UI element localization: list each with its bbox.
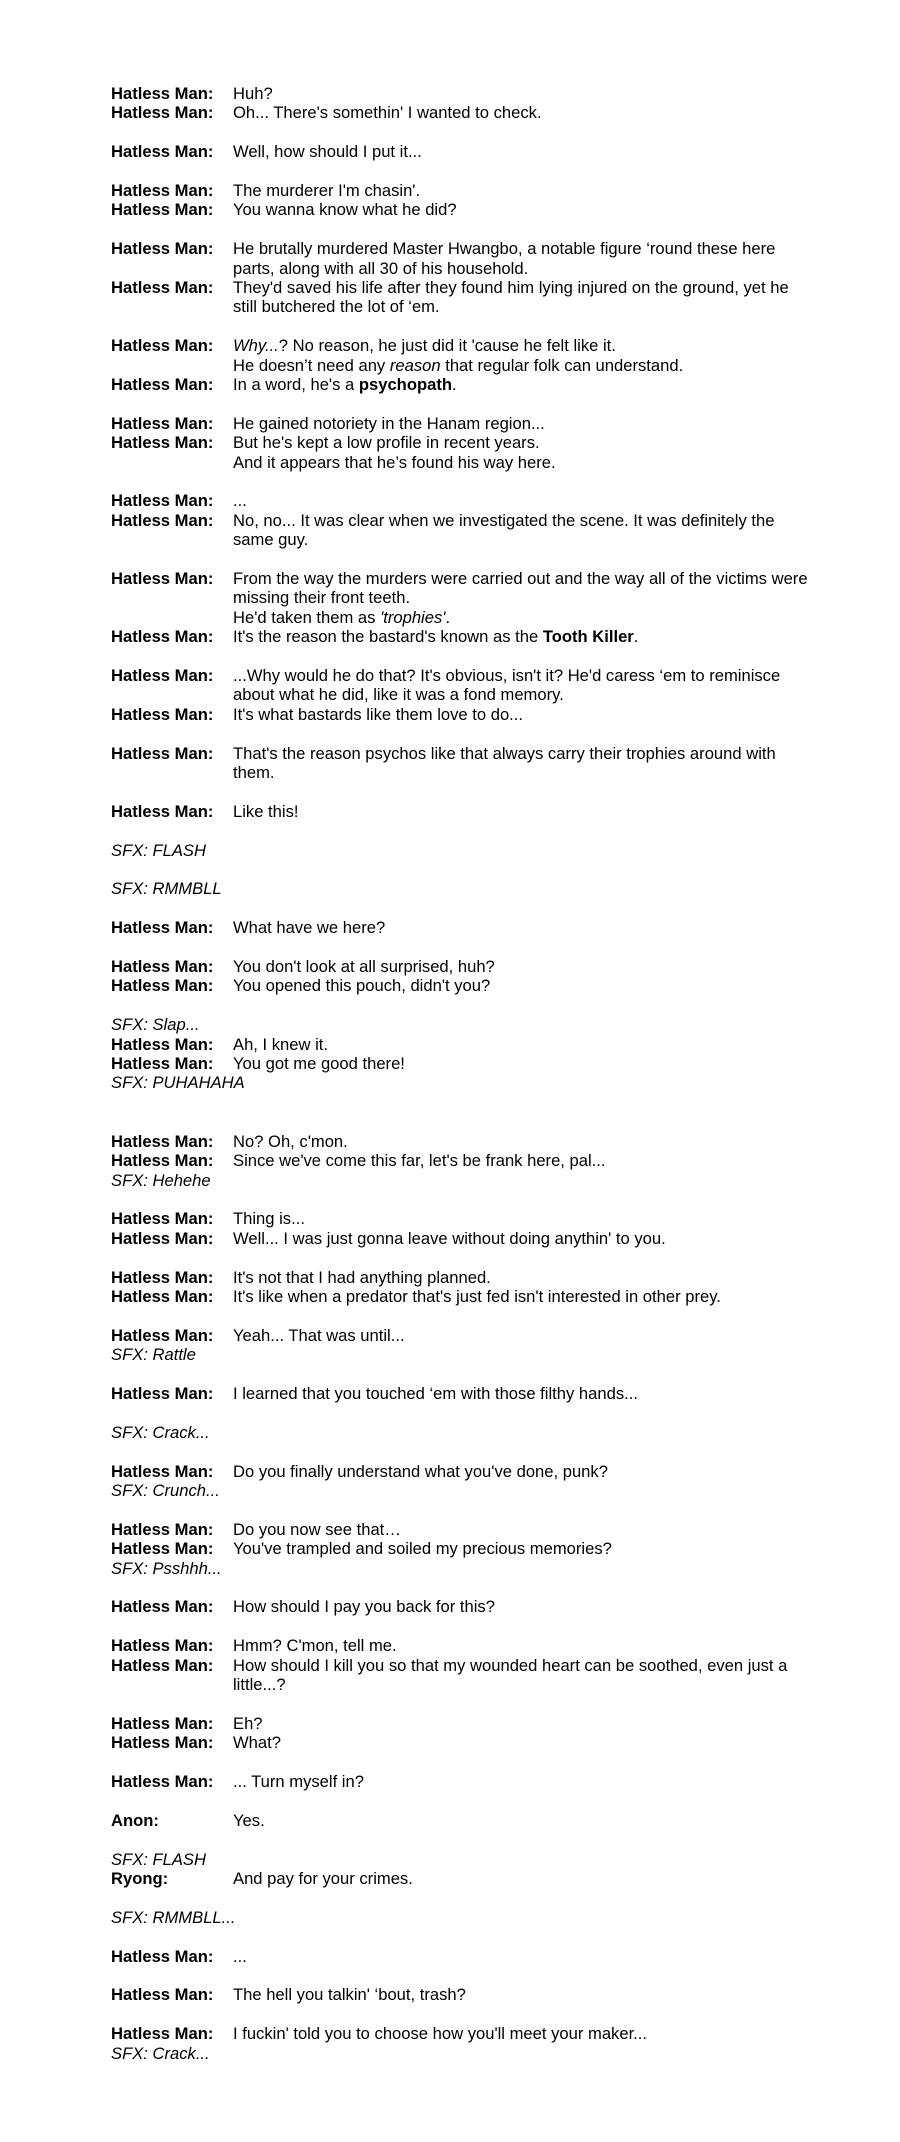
blank-spacer: [111, 1888, 811, 1907]
dialogue-line: [111, 569, 811, 627]
speaker-name: Hatless Man:: [111, 1985, 214, 2005]
dialogue-line: [111, 511, 811, 550]
sfx-line: SFX: RMMBLL...: [111, 1907, 236, 1927]
blank-spacer: [111, 472, 811, 491]
dialogue-text: They'd saved his life after they found him lying injured on the ground, yet he still butchered the lot of ‘em.: [233, 278, 789, 317]
dialogue-line: [111, 1539, 811, 1558]
dialogue-line: [111, 103, 811, 122]
speaker-name: Hatless Man:: [111, 1267, 214, 1287]
blank-spacer: [111, 821, 811, 840]
speaker-name: Hatless Man:: [111, 2024, 214, 2044]
blank-spacer: [111, 1442, 811, 1461]
dialogue-line: [111, 1384, 811, 1403]
blank-spacer: [111, 938, 811, 957]
speaker-name: Hatless Man:: [111, 1131, 214, 1151]
dialogue-line: [111, 1869, 811, 1888]
dialogue-text: In a word, he's a psychopath.: [233, 375, 457, 395]
speaker-name: Hatless Man:: [111, 743, 214, 763]
speaker-name: Hatless Man:: [111, 1519, 214, 1539]
sfx-line: SFX: Psshhh...: [111, 1558, 222, 1578]
dialogue-line: [111, 491, 811, 510]
dialogue-text: He brutally murdered Master Hwangbo, a notable figure ‘round these here parts, along with all 30 of his household.: [233, 239, 776, 278]
dialogue-line: [111, 802, 811, 821]
dialogue-line: [111, 1636, 811, 1655]
dialogue-text: That's the reason psychos like that always carry their trophies around with them.: [233, 743, 776, 783]
dialogue-line: [111, 433, 811, 472]
speaker-name: Hatless Man:: [111, 1597, 214, 1617]
dialogue-text: It's not that I had anything planned.: [233, 1267, 491, 1287]
dialogue-line: [111, 1714, 811, 1733]
dialogue-line: [111, 1229, 811, 1248]
sfx-line: SFX: FLASH: [111, 1849, 206, 1869]
speaker-name: Hatless Man:: [111, 1946, 214, 1966]
speaker-name: Hatless Man:: [111, 103, 214, 123]
blank-spacer: [111, 162, 811, 181]
dialogue-line: [111, 1054, 811, 1073]
speaker-name: Hatless Man:: [111, 918, 214, 938]
blank-spacer: [111, 1403, 811, 1422]
dialogue-text: No? Oh, c'mon.: [233, 1131, 348, 1151]
blank-spacer: [111, 899, 811, 918]
speaker-name: Hatless Man:: [111, 433, 214, 453]
blank-spacer: [111, 860, 811, 879]
dialogue-line: [111, 84, 811, 103]
dialogue-text: No, no... It was clear when we investigated the scene. It was definitely the same guy.: [233, 510, 775, 550]
speaker-name: Hatless Man:: [111, 1325, 214, 1345]
dialogue-text: From the way the murders were carried out and the way all of the victims were missing their front teeth. He'd taken them as 'trophies'.: [233, 569, 808, 627]
blank-spacer: [111, 1753, 811, 1772]
dialogue-text: Yes.: [233, 1810, 265, 1830]
dialogue-line: [111, 200, 811, 219]
dialogue-text: ... Turn myself in?: [233, 1771, 364, 1791]
sfx-line: SFX: Crunch...: [111, 1480, 220, 1500]
sfx-line: SFX: Slap...: [111, 1015, 200, 1035]
dialogue-line: [111, 1209, 811, 1228]
blank-spacer: [111, 1791, 811, 1810]
blank-spacer: [111, 220, 811, 239]
speaker-name: Hatless Man:: [111, 142, 214, 162]
dialogue-text: Do you finally understand what you've done, punk?: [233, 1461, 608, 1481]
speaker-name: Hatless Man:: [111, 413, 214, 433]
dialogue-text: Hmm? C'mon, tell me.: [233, 1636, 397, 1656]
blank-spacer: [111, 2005, 811, 2024]
dialogue-text: Do you now see that…: [233, 1519, 401, 1539]
speaker-name: Hatless Man:: [111, 976, 214, 996]
dialogue-line: [111, 1287, 811, 1306]
speaker-name: Hatless Man:: [111, 278, 214, 298]
blank-spacer: [111, 1617, 811, 1636]
dialogue-line: [111, 1462, 811, 1481]
dialogue-text: I fuckin' told you to choose how you'll meet your maker...: [233, 2024, 648, 2044]
dialogue-line: [111, 1811, 811, 1830]
dialogue-text: You've trampled and soiled my precious memories?: [233, 1539, 612, 1559]
dialogue-line: [111, 744, 811, 783]
dialogue-text: You got me good there!: [233, 1054, 405, 1074]
speaker-name: Hatless Man:: [111, 569, 214, 589]
dialogue-line: [111, 627, 811, 646]
blank-spacer: [111, 123, 811, 142]
blank-spacer: [111, 1927, 811, 1946]
speaker-name: Hatless Man:: [111, 801, 214, 821]
dialogue-text: But he's kept a low profile in recent years. And it appears that he’s found his way here.: [233, 433, 556, 472]
dialogue-text: Thing is...: [233, 1209, 305, 1229]
dialogue-text: And pay for your crimes.: [233, 1868, 413, 1888]
dialogue-line: [111, 666, 811, 705]
speaker-name: Hatless Man:: [111, 1461, 214, 1481]
speaker-name: Hatless Man:: [111, 239, 214, 259]
dialogue-line: [111, 1597, 811, 1616]
dialogue-text: It's what bastards like them love to do...: [233, 704, 524, 724]
dialogue-text: The hell you talkin' ‘bout, trash?: [233, 1985, 466, 2005]
speaker-name: Hatless Man:: [111, 375, 214, 395]
blank-spacer: [111, 647, 811, 666]
speaker-name: Hatless Man:: [111, 200, 214, 220]
speaker-name: Hatless Man:: [111, 1209, 214, 1229]
blank-spacer: [111, 1578, 811, 1597]
blank-spacer: [111, 1966, 811, 1985]
sfx-line: SFX: FLASH: [111, 840, 206, 860]
blank-spacer: [111, 1365, 811, 1384]
speaker-name: Hatless Man:: [111, 1713, 214, 1733]
dialogue-line: [111, 1326, 811, 1345]
dialogue-text: ...: [233, 491, 247, 511]
dialogue-text: How should I kill you so that my wounded heart can be soothed, even just a little...?: [233, 1655, 788, 1694]
dialogue-text: Yeah... That was until...: [233, 1325, 405, 1345]
blank-spacer: [111, 724, 811, 743]
speaker-name: Hatless Man:: [111, 1771, 214, 1791]
blank-spacer: [111, 1190, 811, 1209]
sfx-line: SFX: Crack...: [111, 2043, 210, 2063]
dialogue-line: [111, 976, 811, 995]
dialogue-text: Like this!: [233, 801, 299, 821]
dialogue-text: Oh... There's somethin' I wanted to check.: [233, 103, 542, 123]
dialogue-text: Well, how should I put it...: [233, 142, 422, 162]
dialogue-text: What have we here?: [233, 918, 386, 938]
dialogue-line: [111, 1268, 811, 1287]
sfx-line: SFX: Rattle: [111, 1345, 196, 1365]
dialogue-text: You wanna know what he did?: [233, 200, 457, 220]
speaker-name: Hatless Man:: [111, 1054, 214, 1074]
speaker-name: Hatless Man:: [111, 491, 214, 511]
dialogue-text: Huh?: [233, 84, 273, 103]
blank-spacer: [111, 1306, 811, 1325]
blank-spacer: [111, 1248, 811, 1267]
dialogue-text: Why...? No reason, he just did it 'cause he felt like it. He doesn’t need any reason that regular folk can understand.: [233, 336, 684, 375]
speaker-name: Hatless Man:: [111, 510, 214, 530]
dialogue-line: [111, 375, 811, 394]
dialogue-line: [111, 142, 811, 161]
dialogue-line: [111, 278, 811, 317]
dialogue-line: [111, 1151, 811, 1170]
dialogue-line: [111, 1985, 811, 2004]
dialogue-line: [111, 336, 811, 375]
dialogue-line: [111, 1132, 811, 1151]
dialogue-line: [111, 181, 811, 200]
speaker-name: Hatless Man:: [111, 957, 214, 977]
dialogue-line: [111, 1772, 811, 1791]
speaker-name: Hatless Man:: [111, 1151, 214, 1171]
sfx-line: SFX: Hehehe: [111, 1170, 211, 1190]
speaker-name: Hatless Man:: [111, 1636, 214, 1656]
dialogue-line: [111, 957, 811, 976]
dialogue-line: [111, 1656, 811, 1695]
speaker-name: Hatless Man:: [111, 1228, 214, 1248]
sfx-line: SFX: Crack...: [111, 1422, 210, 1442]
dialogue-text: Ah, I knew it.: [233, 1034, 328, 1054]
dialogue-line: [111, 1947, 811, 1966]
blank-spacer: [111, 996, 811, 1015]
speaker-name: Hatless Man:: [111, 1539, 214, 1559]
dialogue-text: Eh?: [233, 1713, 263, 1733]
dialogue-text: Well... I was just gonna leave without doing anythin' to you.: [233, 1228, 666, 1248]
sfx-line: SFX: PUHAHAHA: [111, 1073, 245, 1093]
speaker-name: Hatless Man:: [111, 627, 214, 647]
dialogue-text: How should I pay you back for this?: [233, 1597, 495, 1617]
speaker-name: Hatless Man:: [111, 84, 214, 103]
speaker-name: Hatless Man:: [111, 1383, 214, 1403]
dialogue-text: It's like when a predator that's just fed isn't interested in other prey.: [233, 1286, 721, 1306]
dialogue-line: [111, 1733, 811, 1752]
blank-spacer: [111, 1830, 811, 1849]
dialogue-line: [111, 705, 811, 724]
speaker-name: Hatless Man:: [111, 1034, 214, 1054]
blank-spacer: [111, 394, 811, 413]
speaker-name: Hatless Man:: [111, 336, 214, 356]
dialogue-line: [111, 1035, 811, 1054]
dialogue-text: You opened this pouch, didn't you?: [233, 976, 491, 996]
speaker-name: Ryong:: [111, 1868, 169, 1888]
blank-spacer: [111, 317, 811, 336]
blank-spacer: [111, 782, 811, 801]
speaker-name: Hatless Man:: [111, 1655, 214, 1675]
speaker-name: Hatless Man:: [111, 666, 214, 686]
speaker-name: Hatless Man:: [111, 1286, 214, 1306]
blank-spacer: [111, 1694, 811, 1713]
speaker-name: Hatless Man:: [111, 1733, 214, 1753]
script-document: [111, 84, 811, 2063]
dialogue-text: ...Why would he do that? It's obvious, isn't it? He'd caress ‘em to reminisce about what he did, like it was a fond memory.: [233, 666, 781, 705]
blank-spacer: [111, 550, 811, 569]
dialogue-text: It's the reason the bastard's known as the Tooth Killer.: [233, 627, 639, 647]
dialogue-line: [111, 1520, 811, 1539]
blank-spacer: [111, 1093, 811, 1132]
dialogue-text: You don't look at all surprised, huh?: [233, 957, 495, 977]
dialogue-line: [111, 2024, 811, 2043]
speaker-name: Hatless Man:: [111, 181, 214, 200]
dialogue-text: He gained notoriety in the Hanam region...: [233, 413, 545, 433]
dialogue-text: ...: [233, 1946, 247, 1966]
blank-spacer: [111, 1500, 811, 1519]
speaker-name: Hatless Man:: [111, 704, 214, 724]
dialogue-text: The murderer I'm chasin'.: [233, 181, 421, 200]
dialogue-line: [111, 239, 811, 278]
speaker-name: Anon:: [111, 1810, 159, 1830]
dialogue-line: [111, 414, 811, 433]
dialogue-text: I learned that you touched ‘em with those filthy hands...: [233, 1383, 638, 1403]
dialogue-text: Since we've come this far, let's be frank here, pal...: [233, 1151, 606, 1171]
dialogue-line: [111, 918, 811, 937]
dialogue-text: What?: [233, 1733, 281, 1753]
sfx-line: SFX: RMMBLL: [111, 879, 222, 899]
